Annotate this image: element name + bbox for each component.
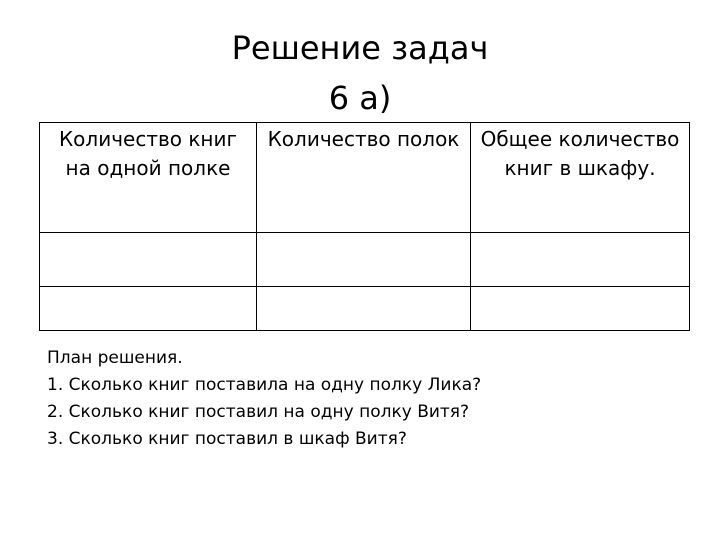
table-row <box>40 233 690 287</box>
solution-plan <box>47 345 481 453</box>
task-table <box>39 122 690 331</box>
table-row <box>40 287 690 331</box>
header-total-books: Общее количество книг в шкафу. <box>471 123 690 233</box>
plan-heading: План решения. <box>47 348 183 368</box>
plan-step: 3. Сколько книг поставил в шкаф Витя? <box>47 429 407 449</box>
table-cell <box>40 287 257 331</box>
table-cell <box>257 233 471 287</box>
header-books-per-shelf: Количество книг на одной полке <box>40 123 257 233</box>
table-cell <box>257 287 471 331</box>
page-subtitle: 6 а) <box>328 79 392 117</box>
plan-step: 1. Сколько книг поставила на одну полку Лика? <box>47 375 482 395</box>
plan-step: 2. Сколько книг поставил на одну полку Витя? <box>47 402 470 422</box>
table-cell <box>40 233 257 287</box>
table-header-row <box>40 123 690 233</box>
table-cell <box>471 287 690 331</box>
header-shelf-count: Количество полок <box>257 123 471 233</box>
table-cell <box>471 233 690 287</box>
page-title: Решение задач <box>231 29 489 67</box>
